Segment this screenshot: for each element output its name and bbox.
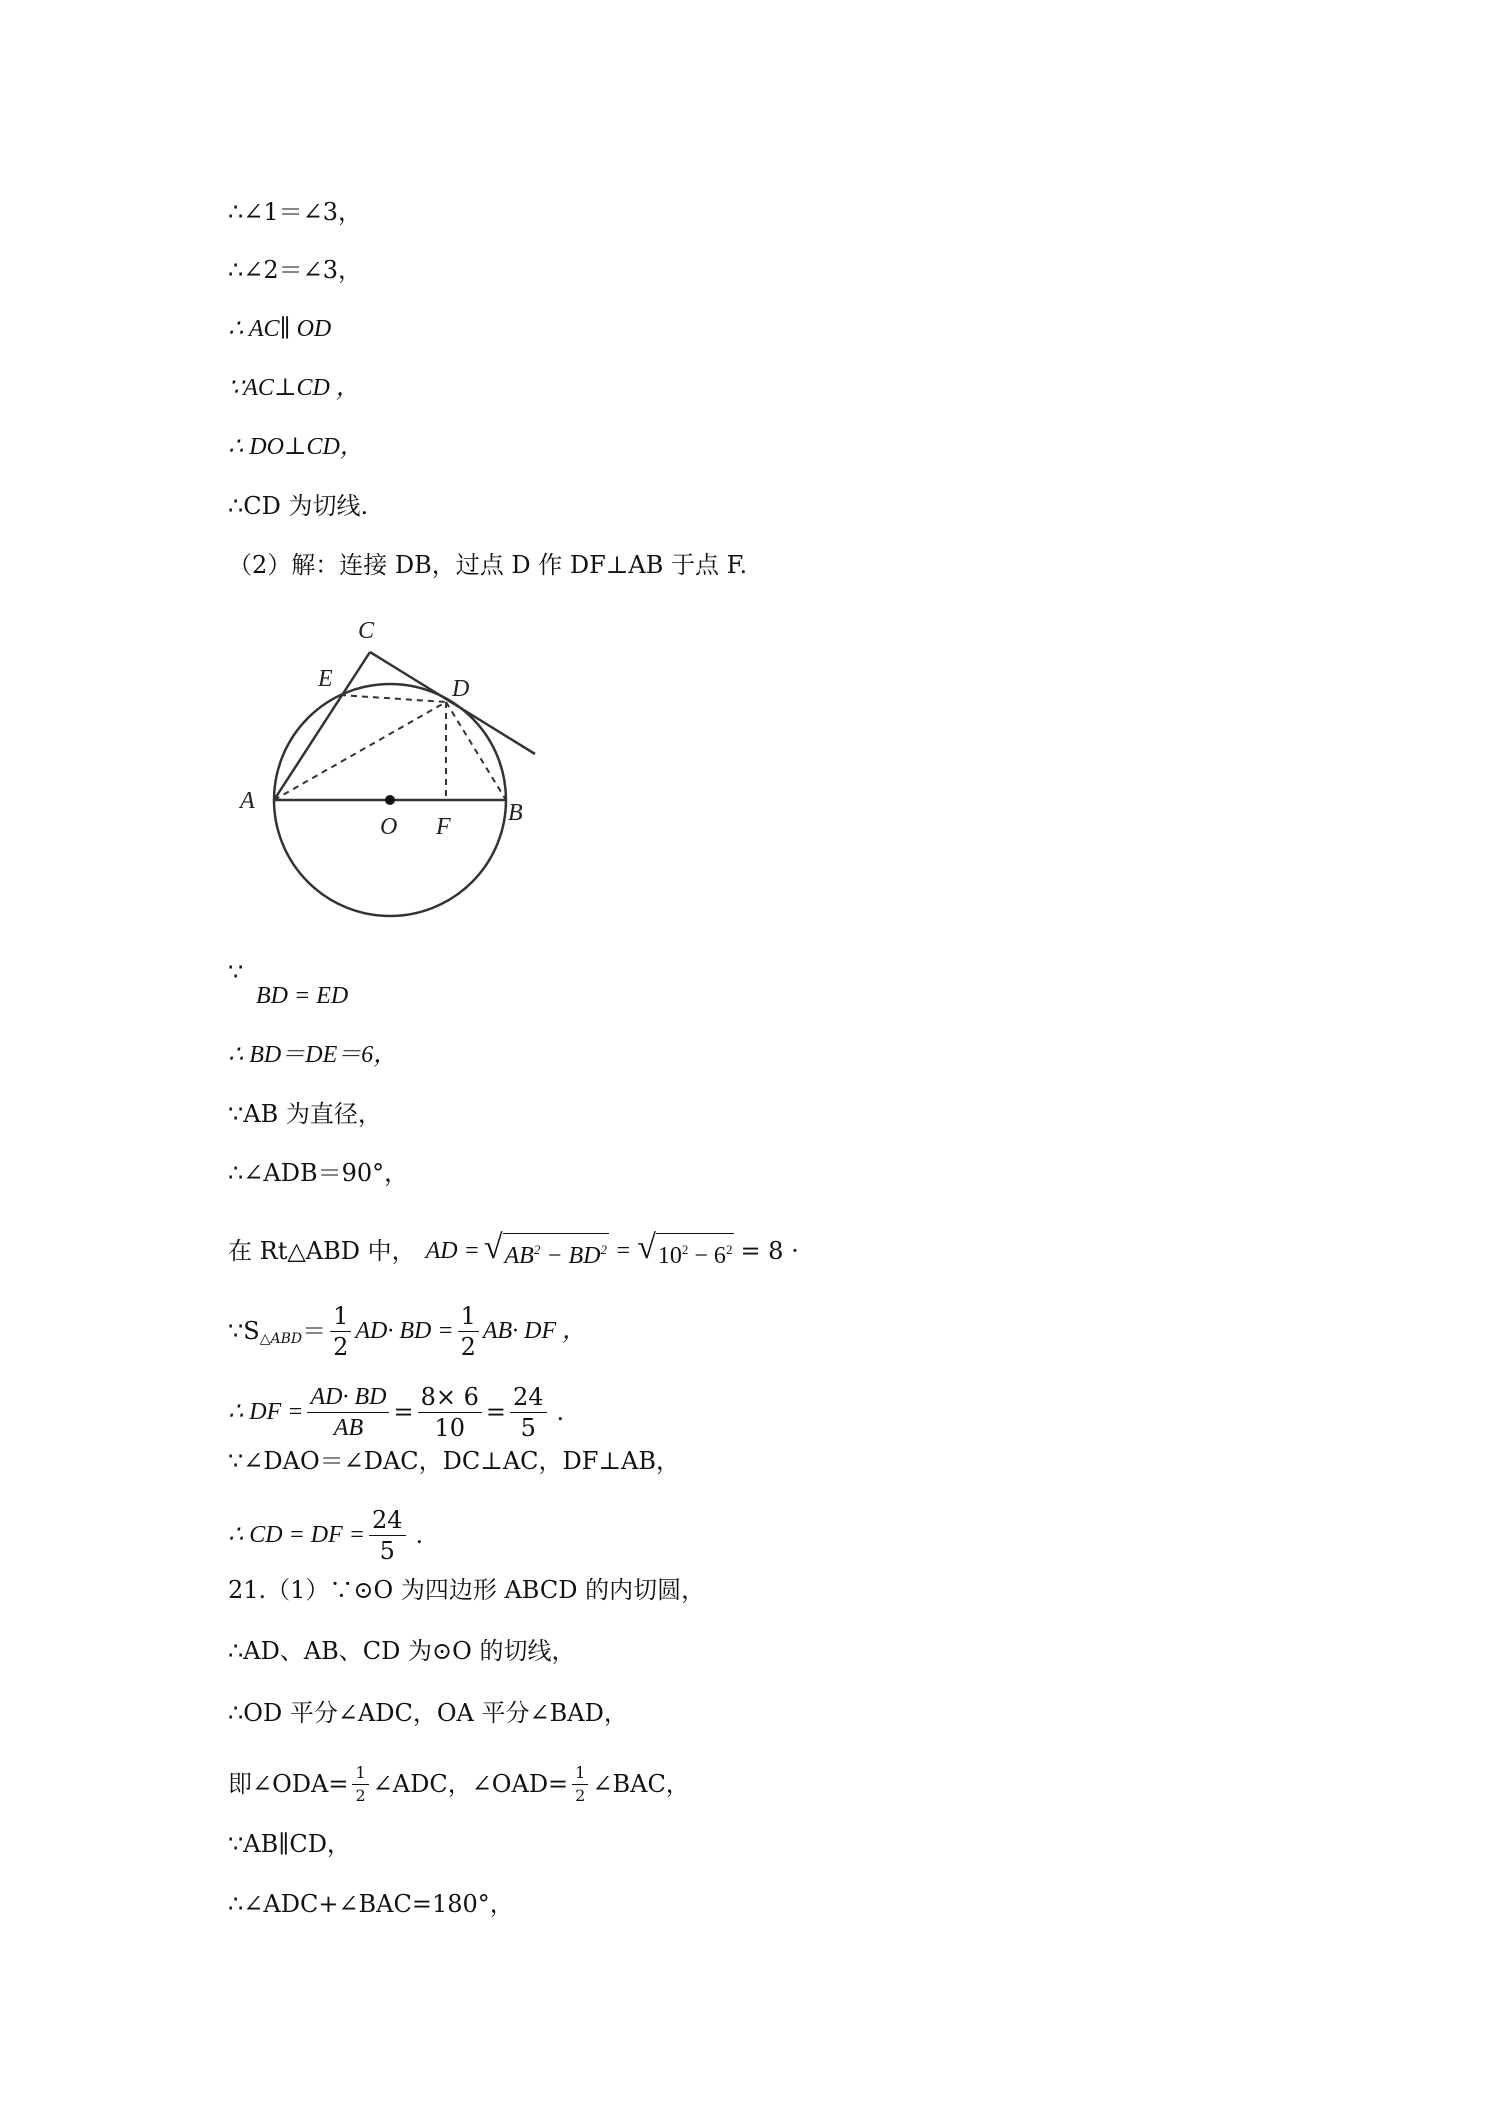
- sqrt-numeric: √ $10^2 - 6^2$: [637, 1231, 734, 1272]
- half-p1: 即∠ODA=: [228, 1770, 349, 1798]
- tangent-cd: [370, 652, 535, 754]
- label-e: E: [318, 666, 333, 692]
- q21-line-3: ∴OD 平分∠ADC，OA 平分∠BAD，: [228, 1699, 628, 1727]
- area-subscript: △ABD: [259, 1331, 303, 1347]
- pythagoras-prefix: 在 Rt△ABD 中，: [228, 1237, 416, 1265]
- fraction-half-1: $\frac{1}{2}$: [330, 1304, 351, 1359]
- label-o: O: [380, 814, 398, 840]
- cd-line: [228, 1500, 423, 1570]
- q21-line-6: ∴∠ADC+∠BAC=180°，: [228, 1890, 514, 1918]
- fraction-half-2: $\frac{1}{2}$: [458, 1304, 479, 1359]
- label-a: A: [240, 788, 255, 814]
- area-eq: ＝: [302, 1317, 327, 1345]
- fraction-24-5-cd: $\frac{24}{5}$: [369, 1508, 406, 1563]
- area-term-2: AB· DF ，: [482, 1318, 587, 1344]
- cd-end: .: [415, 1521, 424, 1549]
- cd-prefix: ∴ CD = DF =: [228, 1522, 365, 1548]
- proof-line-3: ∴ AC∥ OD: [228, 316, 332, 342]
- df-eq-1: =: [393, 1398, 414, 1426]
- proof-line-4: ∵AC⊥CD ，: [228, 375, 360, 401]
- area-prefix: ∵S: [228, 1317, 260, 1345]
- fraction-24-5: $\frac{24}{5}$: [510, 1385, 547, 1440]
- q21-line-1: 21.（1）∵⊙O 为四边形 ABCD 的内切圆，: [228, 1576, 706, 1604]
- half-p3: ∠BAC，: [592, 1770, 690, 1798]
- df-end: .: [556, 1398, 565, 1426]
- label-b: B: [508, 800, 523, 826]
- df-eq-2: =: [485, 1398, 506, 1426]
- fraction-ad-bd-ab: $\frac{AD\cdot BD}{AB}$: [307, 1385, 389, 1440]
- df-line: [228, 1372, 564, 1452]
- df-prefix: ∴ DF =: [228, 1399, 304, 1425]
- angle-condition-line: ∵∠DAO＝∠DAC，DC⊥AC，DF⊥AB，: [228, 1447, 680, 1475]
- sqrt-ab-bd: √ $AB^2 - BD^2$: [484, 1231, 609, 1272]
- q21-line-5: ∵AB∥CD，: [228, 1830, 351, 1858]
- label-d: D: [452, 676, 470, 702]
- dashed-ad: [274, 702, 446, 800]
- ad-lhs: AD =: [425, 1238, 480, 1264]
- label-c: C: [358, 618, 375, 644]
- proof-line-1: ∴∠1＝∠3，: [228, 198, 363, 226]
- proof-line-right-angle: ∴∠ADB＝90°，: [228, 1159, 409, 1187]
- proof-line-diameter: ∵AB 为直径，: [228, 1100, 382, 1128]
- part2-intro: （2）解：连接 DB，过点 D 作 DF⊥AB 于点 F.: [228, 551, 748, 579]
- center-point-o: [385, 795, 395, 805]
- proof-line-5: ∴ DO⊥CD，: [228, 434, 364, 460]
- pythagoras-line: [228, 1226, 799, 1276]
- area-term-1: AD· BD =: [355, 1318, 454, 1344]
- dashed-ed: [340, 695, 446, 702]
- proof-line-6: ∴CD 为切线.: [228, 492, 369, 520]
- arc-equality: BD = ED: [256, 983, 349, 1009]
- label-f: F: [436, 814, 451, 840]
- half-angle-line: [228, 1754, 690, 1814]
- equals-sign: =: [615, 1238, 632, 1264]
- fraction-8x6-10: $\frac{8\times 6}{10}$: [418, 1385, 482, 1440]
- proof-line-bd-de: ∴ BD＝DE＝6，: [228, 1042, 398, 1068]
- proof-line-2: ∴∠2＝∠3，: [228, 256, 363, 284]
- result-ad: = 8 ·: [740, 1237, 799, 1265]
- fraction-half-odA: $\frac{1}{2}$: [352, 1765, 368, 1804]
- fraction-half-oad: $\frac{1}{2}$: [572, 1765, 588, 1804]
- area-line: [228, 1296, 586, 1366]
- q21-line-2: ∴AD、AB、CD 为⊙O 的切线，: [228, 1637, 576, 1665]
- half-p2: ∠ADC，∠OAD=: [372, 1770, 569, 1798]
- because-symbol: ∵: [228, 958, 244, 986]
- geometry-figure: [230, 610, 570, 940]
